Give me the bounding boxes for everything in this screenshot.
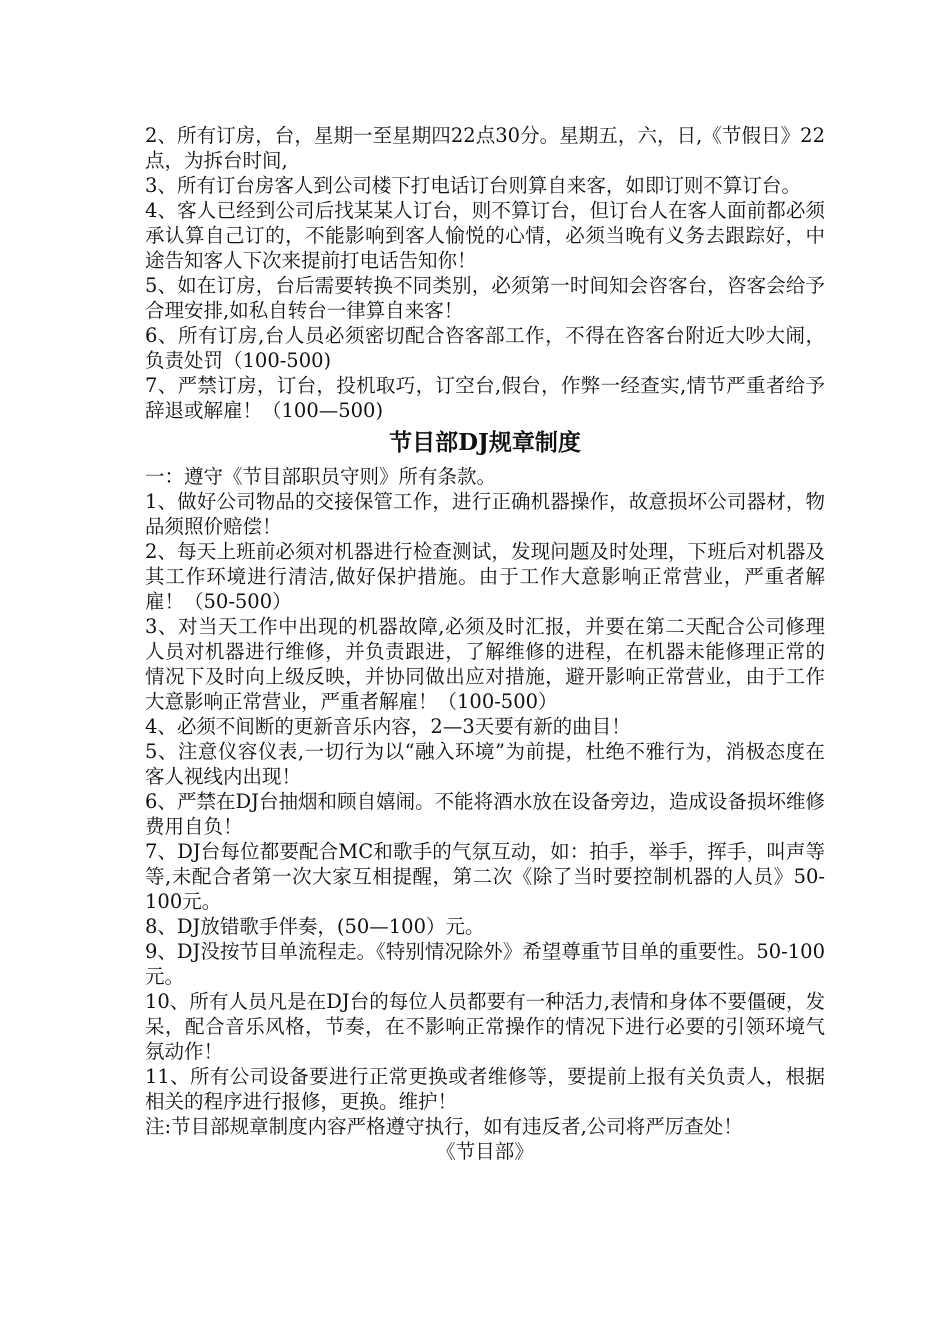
dj-rules-section xyxy=(145,464,825,1164)
rule-item: 5、如在订房，台后需要转换不同类别，必须第一时间知会咨客台，咨客会给予合理安排,如私自转台一律算自来客！ xyxy=(145,274,825,322)
rule-item: 一：遵守《节目部职员守则》所有条款。 xyxy=(145,465,497,488)
note-item: 注:节目部规章制度内容严格遵守执行，如有违反者,公司将严厉查处！ xyxy=(145,1115,743,1138)
document-page xyxy=(145,123,825,1164)
section-title: 节目部DJ规章制度 xyxy=(389,429,581,456)
rule-item: 7、严禁订房，订台，投机取巧，订空台,假台，作弊一经查实,情节严重者给予辞退或解雇！（100—500) xyxy=(145,374,825,422)
rule-item: 8、DJ放错歌手伴奏，(50—100）元。 xyxy=(145,915,485,938)
rule-item: 1、做好公司物品的交接保管工作，进行正确机器操作，故意损坏公司器材，物品须照价赔偿！ xyxy=(145,490,825,538)
rule-item: 2、所有订房，台，星期一至星期四22点30分。星期五，六，日,《节假日》22点，为拆台时间, xyxy=(145,124,825,172)
rule-item: 11、所有公司设备要进行正常更换或者维修等，要提前上报有关负责人，根据相关的程序进行报修，更换。维护！ xyxy=(145,1065,825,1113)
rule-item: 2、每天上班前必须对机器进行检查测试，发现问题及时处理，下班后对机器及其工作环境进行清洁,做好保护措施。由于工作大意影响正常营业，严重者解雇！（50-500） xyxy=(145,540,825,613)
rule-item: 4、客人已经到公司后找某某人订台，则不算订台，但订台人在客人面前都必须承认算自己订的，不能影响到客人愉悦的心情，必须当晚有义务去跟踪好，中途告知客人下次来提前打电话告知你！ xyxy=(145,199,825,272)
rule-item: 3、对当天工作中出现的机器故障,必须及时汇报，并要在第二天配合公司修理人员对机器进行维修，并负责跟进，了解维修的进程，在机器未能修理正常的情况下及时向上级反映，并协同做出应对措施，避开影响正常营业，由于工作大意影响正常营业，严重者解雇！（100-500） xyxy=(145,615,825,713)
rule-item: 3、所有订台房客人到公司楼下打电话订台则算自来客，如即订则不算订台。 xyxy=(145,174,801,197)
rule-item: 7、DJ台每位都要配合MC和歌手的气氛互动，如：拍手，举手，挥手，叫声等等,未配合者第一次大家互相提醒，第二次《除了当时要控制机器的人员》50-100元。 xyxy=(145,840,825,913)
rule-item: 6、所有订房,台人员必须密切配合咨客部工作，不得在咨客台附近大吵大闹，负责处罚（100-500) xyxy=(145,324,825,372)
department-signature: 《节目部》 xyxy=(436,1140,534,1163)
rule-item: 9、DJ没按节目单流程走。《特别情况除外》希望尊重节目单的重要性。50-100元。 xyxy=(145,940,825,988)
rule-item: 6、严禁在DJ台抽烟和顾自嬉闹。不能将酒水放在设备旁边，造成设备损坏维修费用自负！ xyxy=(145,790,825,838)
booking-rules-section xyxy=(145,123,825,423)
rule-item: 5、注意仪容仪表,一切行为以“融入环境”为前提，杜绝不雅行为，消极态度在客人视线内出现！ xyxy=(145,740,825,788)
rule-item: 4、必须不间断的更新音乐内容，2—3天要有新的曲目！ xyxy=(145,715,631,738)
rule-item: 10、所有人员凡是在DJ台的每位人员都要有一种活力,表情和身体不要僵硬，发呆，配合音乐风格，节奏，在不影响正常操作的情况下进行必要的引领环境气氛动作！ xyxy=(145,990,825,1063)
